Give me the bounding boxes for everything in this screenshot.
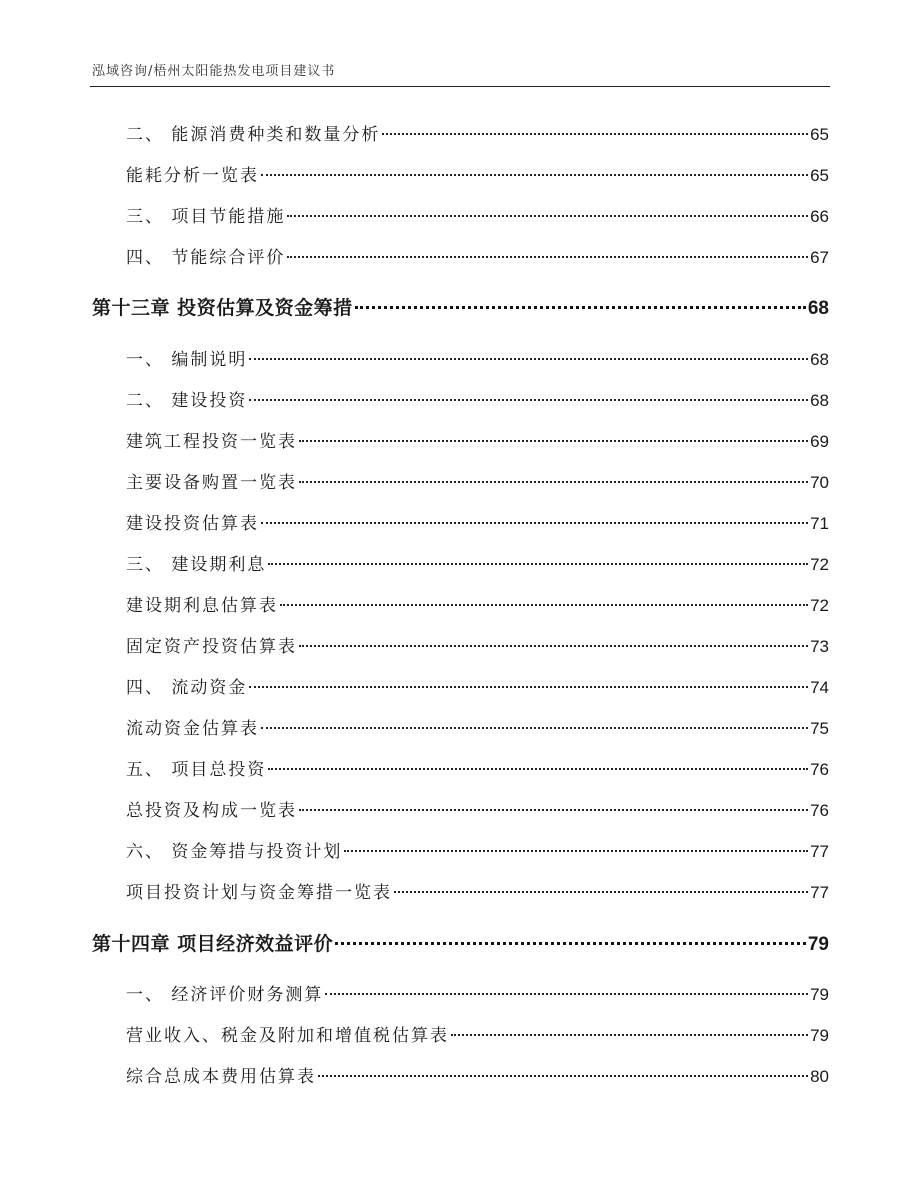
- header-divider: [90, 86, 830, 87]
- dot-leader: [268, 563, 808, 565]
- dot-leader: [299, 645, 808, 647]
- dot-leader: [287, 215, 808, 217]
- toc-entry-label: 固定资产投资估算表: [126, 637, 297, 657]
- toc-page-number: 77: [810, 883, 829, 902]
- toc-entry[interactable]: [126, 204, 829, 230]
- toc-entry-label: 建设投资估算表: [126, 514, 259, 534]
- toc-entry[interactable]: [126, 552, 829, 578]
- toc-entry-label: 一、 经济评价财务测算: [126, 985, 324, 1005]
- toc-page-number: 76: [810, 760, 829, 779]
- toc-page-number: 68: [807, 298, 829, 319]
- dot-leader: [318, 1075, 808, 1077]
- toc-page-number: 66: [810, 207, 829, 226]
- toc-entry[interactable]: [126, 470, 829, 496]
- toc-entry-label: 营业收入、税金及附加和增值税估算表: [126, 1026, 449, 1046]
- toc-entry-label: 项目投资计划与资金筹措一览表: [126, 883, 392, 903]
- toc-page-number: 79: [807, 934, 829, 955]
- toc-page-number: 67: [810, 248, 829, 267]
- toc-entry-label: 一、 编制说明: [126, 350, 248, 370]
- toc-page-number: 75: [810, 719, 829, 738]
- dot-leader: [249, 399, 808, 401]
- toc-page-number: 65: [810, 125, 829, 144]
- toc-entry[interactable]: [126, 675, 829, 701]
- toc-page-number: 77: [810, 842, 829, 861]
- toc-entry-label: 第十三章 投资估算及资金筹措: [92, 297, 353, 319]
- toc-entry-label: 主要设备购置一览表: [126, 473, 297, 493]
- dot-leader: [261, 522, 808, 524]
- toc-chapter-entry[interactable]: [92, 294, 829, 322]
- toc-entry-label: 二、 建设投资: [126, 391, 248, 411]
- toc-entry-label: 二、 能源消费种类和数量分析: [126, 125, 381, 145]
- toc-entry-label: 四、 节能综合评价: [126, 248, 286, 268]
- dot-leader: [299, 440, 808, 442]
- dot-leader: [249, 358, 808, 360]
- toc-entry[interactable]: [126, 982, 829, 1008]
- dot-leader: [261, 174, 808, 176]
- toc-entry[interactable]: [126, 163, 829, 189]
- toc-entry[interactable]: [126, 798, 829, 824]
- toc-page-number: 72: [810, 555, 829, 574]
- dot-leader: [335, 942, 806, 945]
- toc-page-number: 65: [810, 166, 829, 185]
- toc-chapter-entry[interactable]: [92, 930, 829, 958]
- dot-leader: [344, 850, 808, 852]
- toc-entry-label: 能耗分析一览表: [126, 166, 259, 186]
- toc-entry[interactable]: [126, 716, 829, 742]
- toc-page-number: 68: [810, 350, 829, 369]
- toc-entry[interactable]: [126, 347, 829, 373]
- toc-page-number: 70: [810, 473, 829, 492]
- toc-entry[interactable]: [126, 593, 829, 619]
- toc-page-number: 71: [810, 514, 829, 533]
- toc-page-number: 76: [810, 801, 829, 820]
- toc-entry-label: 六、 资金筹措与投资计划: [126, 842, 343, 862]
- toc-page-number: 74: [810, 678, 829, 697]
- toc-entry[interactable]: [126, 634, 829, 660]
- toc-page-number: 79: [810, 1026, 829, 1045]
- toc-entry-label: 建设期利息估算表: [126, 596, 278, 616]
- toc-entry-label: 三、 建设期利息: [126, 555, 267, 575]
- toc-entry-label: 五、 项目总投资: [126, 760, 267, 780]
- toc-entry-label: 第十四章 项目经济效益评价: [92, 933, 334, 955]
- dot-leader: [325, 993, 808, 995]
- toc-entry[interactable]: [126, 122, 829, 148]
- toc-entry-label: 四、 流动资金: [126, 678, 248, 698]
- dot-leader: [261, 727, 808, 729]
- toc-entry[interactable]: [126, 245, 829, 271]
- dot-leader: [355, 306, 806, 309]
- toc-entry[interactable]: [126, 1023, 829, 1049]
- dot-leader: [280, 604, 808, 606]
- toc-entry[interactable]: [126, 839, 829, 865]
- toc-entry[interactable]: [126, 1064, 829, 1090]
- toc-entry[interactable]: [126, 388, 829, 414]
- dot-leader: [268, 768, 808, 770]
- toc-entry-label: 总投资及构成一览表: [126, 801, 297, 821]
- toc-entry-label: 流动资金估算表: [126, 719, 259, 739]
- toc-entry[interactable]: [126, 429, 829, 455]
- toc-page-number: 68: [810, 391, 829, 410]
- toc-entry-label: 建筑工程投资一览表: [126, 432, 297, 452]
- dot-leader: [394, 891, 808, 893]
- toc-entry-label: 三、 项目节能措施: [126, 207, 286, 227]
- toc-entry-label: 综合总成本费用估算表: [126, 1067, 316, 1087]
- toc-page-number: 80: [810, 1067, 829, 1086]
- toc-entry[interactable]: [126, 511, 829, 537]
- dot-leader: [249, 686, 808, 688]
- toc-entry[interactable]: [126, 880, 829, 906]
- toc-entry[interactable]: [126, 757, 829, 783]
- dot-leader: [382, 133, 808, 135]
- dot-leader: [287, 256, 808, 258]
- running-header: 泓域咨询/梧州太阳能热发电项目建议书: [92, 64, 336, 79]
- toc-page-number: 79: [810, 985, 829, 1004]
- dot-leader: [299, 809, 808, 811]
- toc-page-number: 73: [810, 637, 829, 656]
- dot-leader: [299, 481, 808, 483]
- toc-page-number: 69: [810, 432, 829, 451]
- dot-leader: [451, 1034, 808, 1036]
- toc-page-number: 72: [810, 596, 829, 615]
